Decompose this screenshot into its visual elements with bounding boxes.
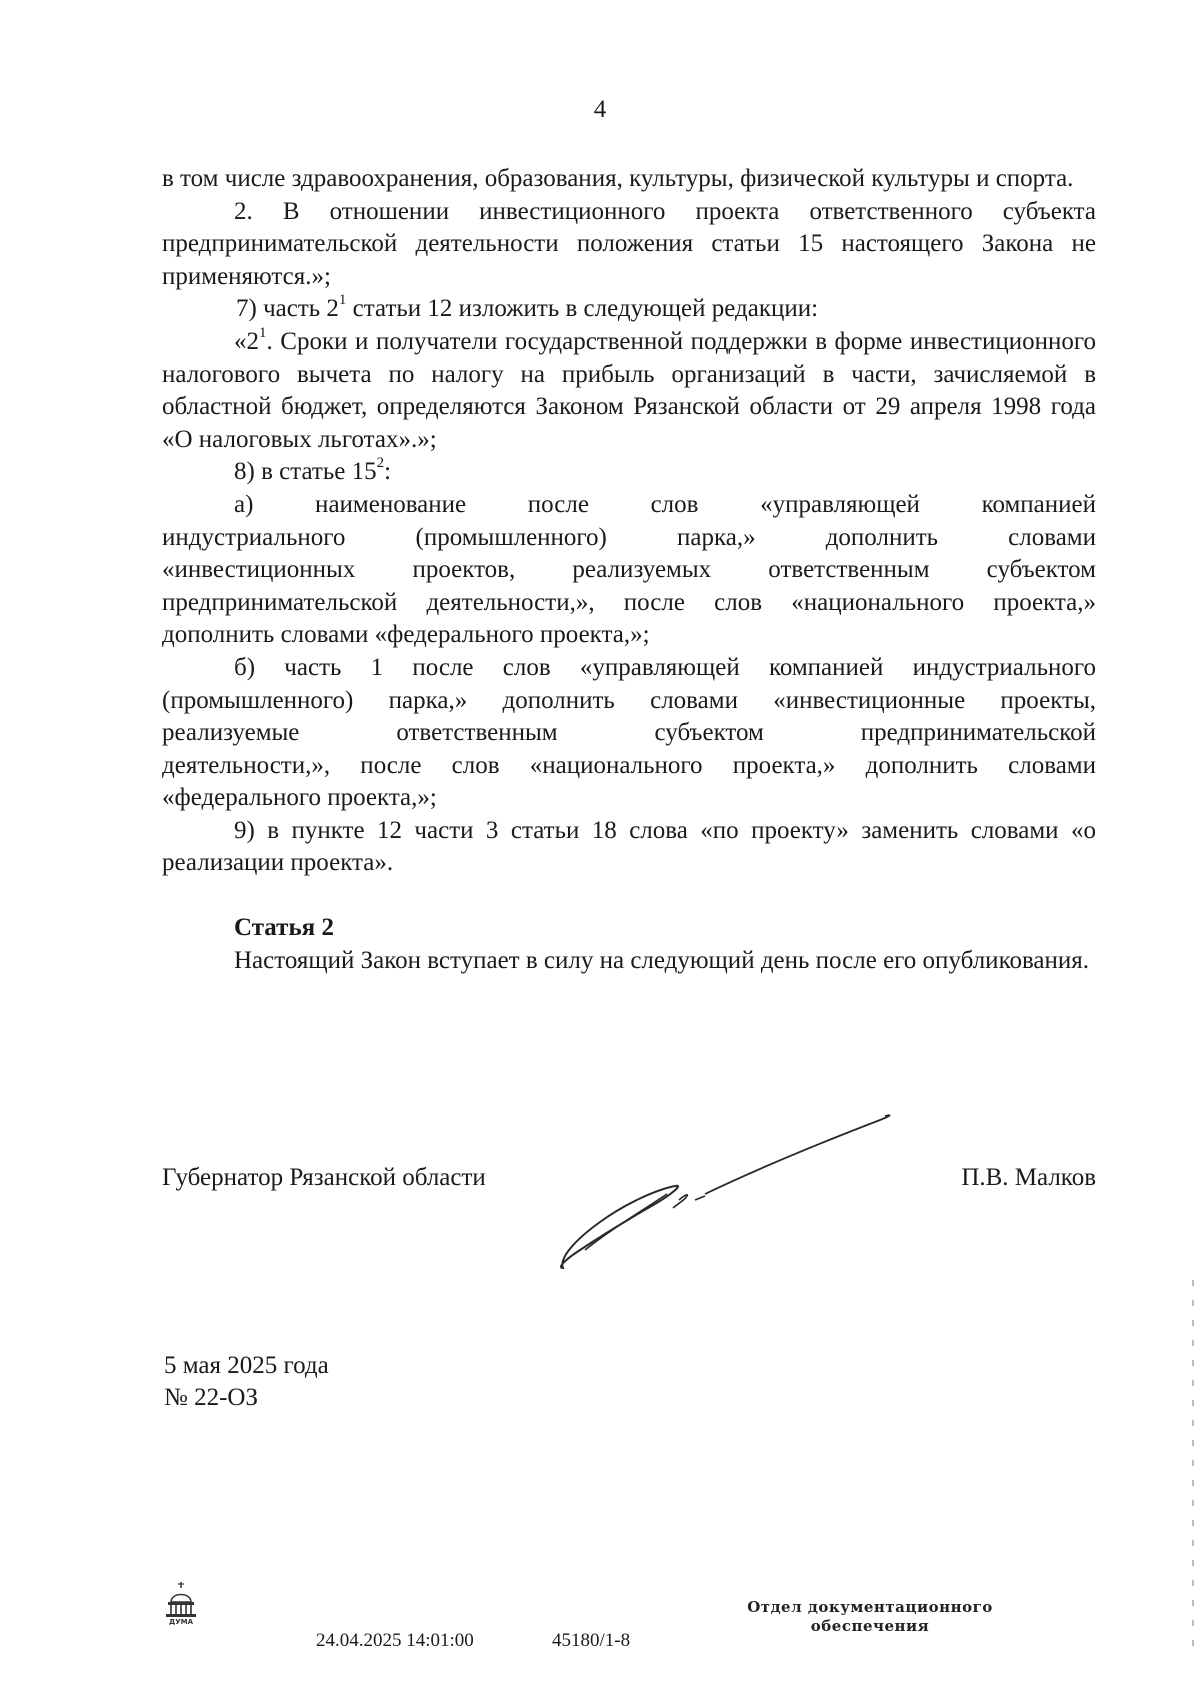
signatory-name: П.В. Малков [961,1164,1096,1191]
paragraph-8a-line-2: индустриального (промышленного) парка,» дополнить словами [162,523,1096,551]
paragraph-8a-line-5: дополнить словами «федерального проекта,»; [162,621,650,649]
duma-logo-icon [164,1580,198,1626]
signatory-position: Губернатор Рязанской области [162,1164,486,1191]
article-2-text: Настоящий Закон вступает в силу на следующий день после его опубликования. [234,946,1090,974]
item-7-text-start: 7) часть 2 [236,295,339,323]
part-2-1-superscript: 1 [259,324,267,341]
page-number: 4 [593,96,607,123]
paragraph-part-2-1 [162,326,1096,456]
item-7-superscript: 1 [338,292,347,309]
law-number: № 22-ОЗ [164,1384,259,1411]
paragraph-item-8 [162,456,1096,489]
paragraph-8a-line-4: предпринимательской деятельности,», после слов «национального проекта,» [162,588,1096,616]
paragraph-8b-line-4: деятельности,», после слов «национального проекта,» дополнить словами [162,751,1096,779]
registration-timestamp: 24.04.2025 14:01:00 [316,1630,474,1651]
handwritten-signature [555,1090,915,1280]
duma-logo-text: ДУМА [168,1618,194,1626]
stamp-line-1: Отдел документационного [747,1598,993,1616]
scan-edge-artifact [1192,1280,1194,1660]
item-7-text-end: статьи 12 изложить в следующей редакции: [346,295,819,323]
law-date-block [164,1350,329,1414]
paragraph-8b-line-3: реализуемые ответственным субъектом предпринимательской [162,719,1096,747]
item-8-superscript: 2 [376,455,385,472]
item-8-text-start: 8) в статье 15 [234,458,377,486]
stamp-line-2: обеспечения [810,1617,930,1635]
paragraph-item-7 [162,293,1096,326]
law-date: 5 мая 2025 года [164,1352,329,1379]
part-2-1-text-start: «2 [234,327,259,355]
article-2-heading: Статья 2 [234,914,334,942]
item-8-text-end: : [384,458,392,486]
part-2-1-text-end: . Сроки и получатели государственной поддержки в форме инвестиционного налогового вычета по налогу на прибыль организаций в части, зачисляемой в областной бюджет, определяются Законом Рязанской области от 29 апреля 1998 года «О налоговых льготах».»; [162,327,1096,453]
paragraph-8a-line-1: а) наименование после слов «управляющей компанией [234,490,1096,518]
paragraph-8b-line-2: (промышленного) парка,» дополнить словами «инвестиционные проекты, [162,686,1096,714]
department-stamp [720,1598,1020,1636]
paragraph-8b-line-1: б) часть 1 после слов «управляющей компанией индустриального [234,653,1096,681]
paragraph-8b-line-5: «федерального проекта,»; [162,784,437,812]
paragraph-1: в том числе здравоохранения, образования, культуры, физической культуры и спорта. [162,165,1074,192]
paragraph-8a-line-3: «инвестиционных проектов, реализуемых ответственным субъектом [162,556,1096,584]
paragraph-2: 2. В отношении инвестиционного проекта ответственного субъекта предпринимательской деятельности положения статьи 15 настоящего Закона не применяются.»; [162,197,1096,290]
document-body [162,163,1096,977]
paragraph-item-9: 9) в пункте 12 части 3 статьи 18 слова «по проекту» заменить словами «о реализации проекта». [162,816,1096,877]
registration-number: 45180/1-8 [552,1630,631,1651]
